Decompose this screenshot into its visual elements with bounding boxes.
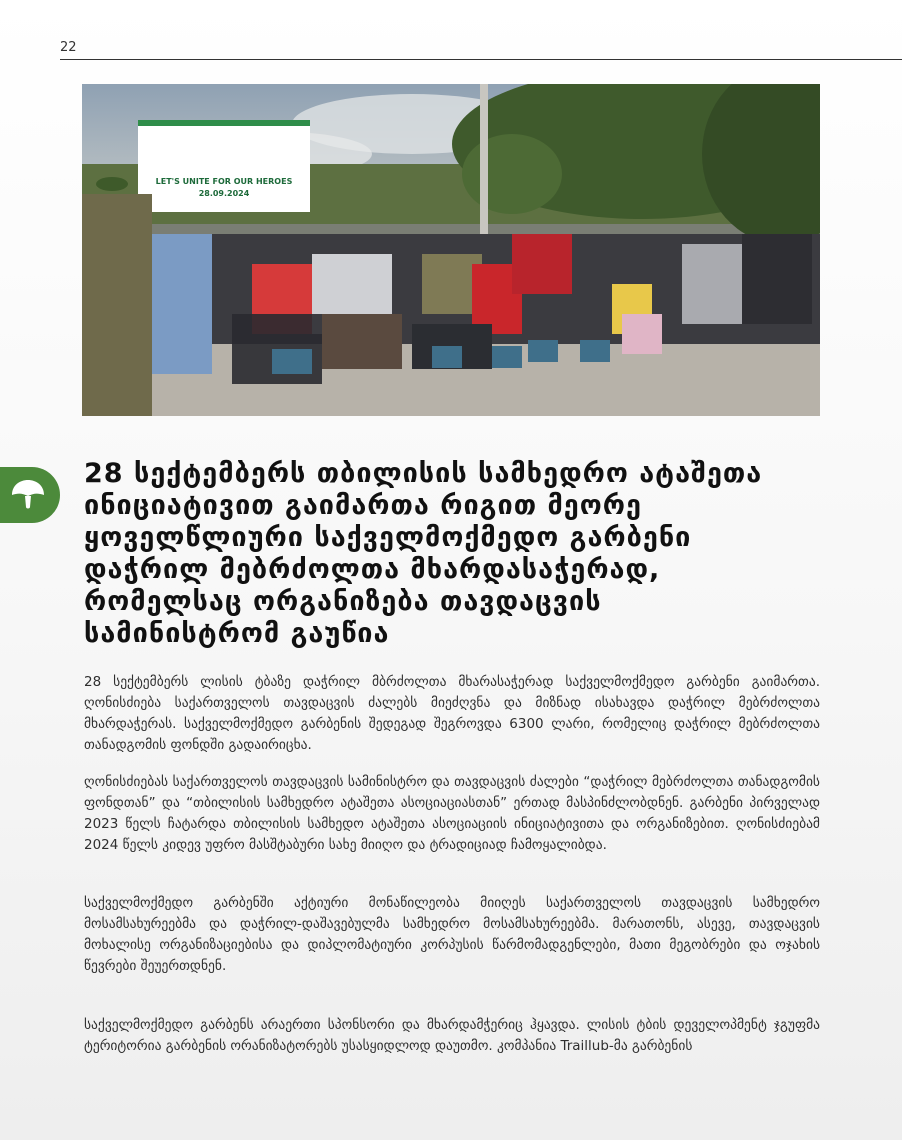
page-number: 22 [60,40,77,55]
article-paragraph-1: 28 სექტემბერს ლისის ტბაზე დაჭრილ მბრძოლთა მხარასაჭერად საქველმოქმედო გარბენი გაიმართა. ღონისძიება საქართველოს თავდაცვის ძალებს მიეძღვნა და მიზნად ისახავდა დაჭრილ მებრძოლთა მხარდაჭერას. საქველმოქმედო გარბენის შედეგად შეგროვდა 6300 ლარი, რომელიც დაჭრილ მებრძოლთა თანადგომის ფონდში გადაირიცხა. [84,674,820,753]
event-photo-illustration [82,84,820,416]
article-paragraph-2: ღონისძიებას საქართველოს თავდაცვის სამინისტრო და თავდაცვის ძალები “დაჭრილ მებრძოლთა თანადგომის ფონდთან” და “თბილისის სამხედრო ატაშეთა ასოციაციასთან” ერთად მასპინძლობდნენ. გარბენი პირველად 2023 წელს ჩატარდა თბილისის სამხედო ატაშეთა ასოციაციის ინიციატივითა და ორგანიზებით. ღონისძიებამ 2024 წელს კიდევ უფრო მასშტაბური სახე მიიღო და ტრადიციად ჩამოყალიბდა. [84,774,820,853]
article-paragraph-3: საქველმოქმედო გარბენში აქტიური მონაწილეობა მიიღეს საქართველოს თავდაცვის სამხედრო მოსამსახურეებმა და დაჭრილ-დაშავებულმა სამხედრო მოსამსახურეებმა. მარათონს, ასევე, თავდაცვის მოხალისე ორგანიზაციებისა და დიპლომატიური კორპუსის წარმომადგენლები, მათი მეგობრები და ოჯახის წევრები შეუერთდნენ. [84,895,820,974]
event-photo [82,84,820,416]
banner-slogan: LET'S UNITE FOR OUR HEROES [155,177,293,186]
section-tab [0,467,60,523]
mushroom-icon [8,475,48,515]
article-paragraph-4: საქველმოქმედო გარბენს არაერთი სპონსორი და მხარდამჭერიც ჰყავდა. ლისის ტბის დეველოპმენტ ჯგუფმა ტერიტორია გარბენის ორანიზატორებს უსასყიდლოდ დაუთმო. კომპანია Traillub-მა გარბენის [84,1017,820,1054]
article-headline: 28 სექტემბერს თბილისის სამხედრო ატაშეთა ინიციატივით გაიმართა რიგით მეორე ყოველწლიური საქველმოქმედო გარბენი დაჭრილ მებრძოლთა მხარდასაჭერად, რომელსაც ორგანიზება თავდაცვის სამინისტრომ გაუწია [84,458,763,649]
banner-date: 28.09.2024 [198,189,250,198]
event-banner [138,120,310,212]
header-rule [60,59,902,60]
